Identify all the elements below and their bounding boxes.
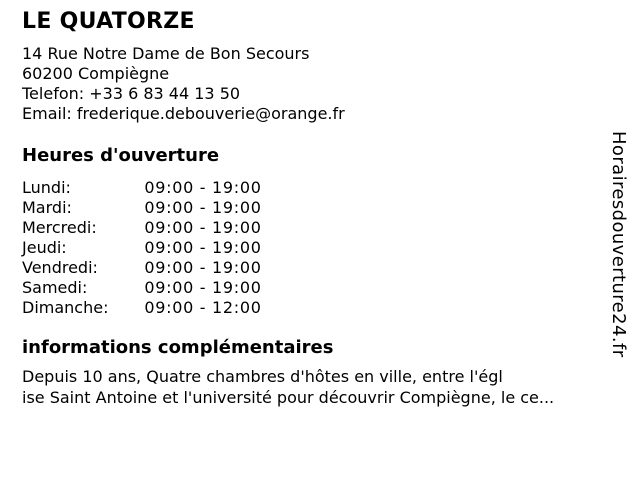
phone-value: +33 6 83 44 13 50 [89,84,241,103]
contact-block [22,44,630,124]
info-line-2: ise Saint Antoine et l'université pour découvrir Compiègne, le ce... [22,388,555,407]
day-label: Mardi: [22,198,72,217]
hours-heading: Heures d'ouverture [22,145,220,166]
day-label: Jeudi: [22,238,67,257]
day-hours: 09:00 - 12:00 [144,298,262,317]
hours-row-saturday [22,278,630,298]
day-label: Lundi: [22,178,71,197]
hours-table [22,178,630,318]
hours-row-friday [22,258,630,278]
day-label: Mercredi: [22,218,97,237]
page-title: LE QUATORZE [22,9,195,34]
info-line-1: Depuis 10 ans, Quatre chambres d'hôtes en ville, entre l'égl [22,367,503,386]
address-line-2: 60200 Compiègne [22,64,170,83]
day-hours: 09:00 - 19:00 [144,178,262,197]
day-label: Dimanche: [22,298,109,317]
watermark-site-name: Horairesdouverture24.fr [608,131,629,358]
day-hours: 09:00 - 19:00 [144,278,262,297]
email-value: frederique.debouverie@orange.fr [76,104,345,123]
email-label: Email: [22,104,72,123]
hours-row-sunday [22,298,630,318]
hours-row-monday [22,178,630,198]
day-label: Samedi: [22,278,88,297]
address-line-1: 14 Rue Notre Dame de Bon Secours [22,44,310,63]
day-hours: 09:00 - 19:00 [144,258,262,277]
hours-row-thursday [22,238,630,258]
additional-info-text [22,366,630,408]
day-hours: 09:00 - 19:00 [144,198,262,217]
phone-line [22,84,630,104]
day-hours: 09:00 - 19:00 [144,218,262,237]
phone-label: Telefon: [22,84,85,103]
hours-row-wednesday [22,218,630,238]
day-hours: 09:00 - 19:00 [144,238,262,257]
additional-info-heading: informations complémentaires [22,337,334,358]
email-line [22,104,630,124]
hours-row-tuesday [22,198,630,218]
day-label: Vendredi: [22,258,98,277]
